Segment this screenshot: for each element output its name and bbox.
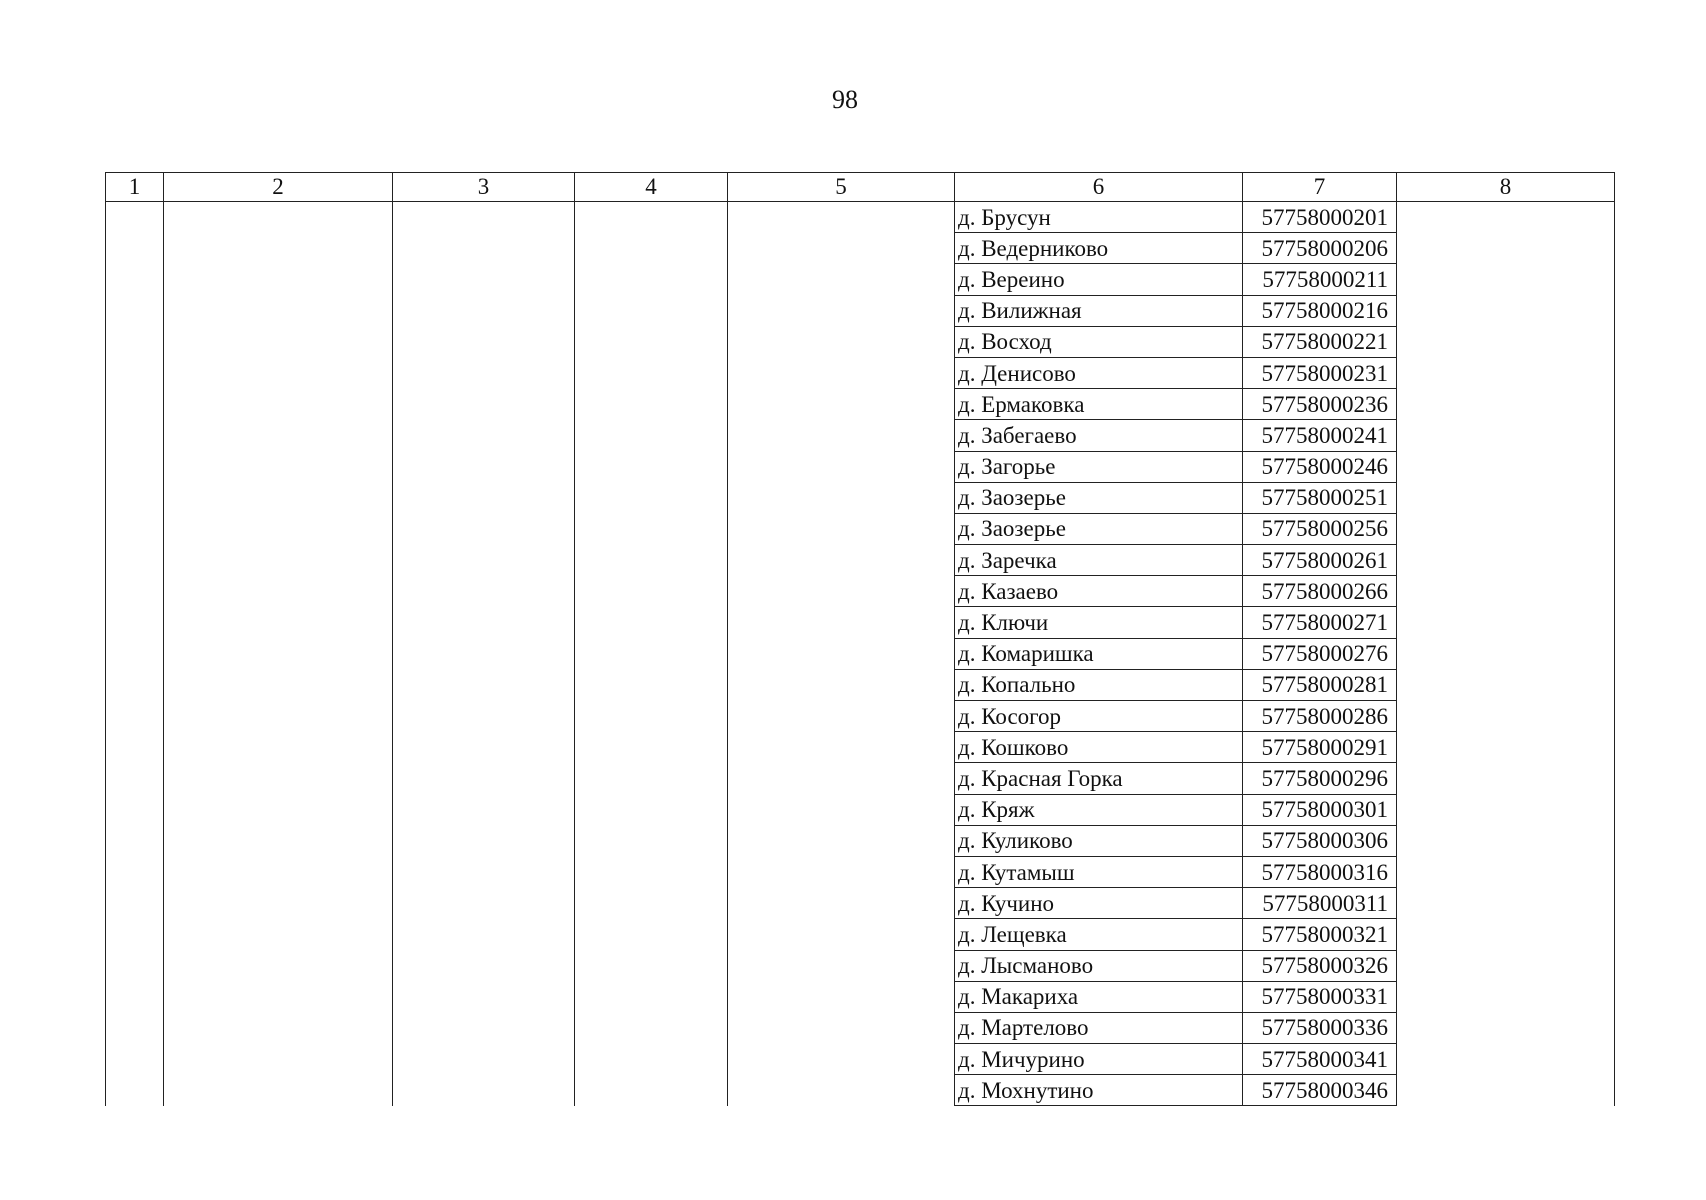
settlement-code: 57758000291 [1243, 732, 1397, 763]
settlement-code: 57758000286 [1243, 701, 1397, 732]
column-header-5: 5 [728, 173, 955, 202]
settlement-name: д. Лещевка [955, 919, 1243, 950]
settlement-code: 57758000321 [1243, 919, 1397, 950]
settlement-name: д. Денисово [955, 357, 1243, 388]
column-3-cell [393, 202, 575, 1106]
settlement-code: 57758000261 [1243, 545, 1397, 576]
settlement-code: 57758000271 [1243, 607, 1397, 638]
settlement-name: д. Красная Горка [955, 763, 1243, 794]
settlement-name: д. Кряж [955, 794, 1243, 825]
settlement-code: 57758000311 [1243, 888, 1397, 919]
header-row [106, 173, 1615, 202]
settlement-code: 57758000301 [1243, 794, 1397, 825]
settlement-code: 57758000296 [1243, 763, 1397, 794]
column-header-7: 7 [1243, 173, 1397, 202]
settlement-code: 57758000221 [1243, 326, 1397, 357]
settlement-name: д. Кучино [955, 888, 1243, 919]
page-number: 98 [832, 85, 858, 114]
column-header-8: 8 [1397, 173, 1615, 202]
settlement-code: 57758000211 [1243, 264, 1397, 295]
settlement-name: д. Заозерье [955, 482, 1243, 513]
column-4-cell [575, 202, 728, 1106]
settlement-name: д. Ермаковка [955, 389, 1243, 420]
settlement-code: 57758000241 [1243, 420, 1397, 451]
settlements-table [105, 172, 1615, 1106]
settlement-code: 57758000316 [1243, 856, 1397, 887]
settlement-code: 57758000246 [1243, 451, 1397, 482]
settlement-code: 57758000266 [1243, 576, 1397, 607]
settlement-code: 57758000281 [1243, 669, 1397, 700]
settlement-code: 57758000256 [1243, 513, 1397, 544]
settlement-name: д. Брусун [955, 202, 1243, 233]
settlement-name: д. Комаришка [955, 638, 1243, 669]
settlement-name: д. Мохнутино [955, 1075, 1243, 1106]
column-8-cell [1397, 202, 1615, 1106]
column-5-cell [728, 202, 955, 1106]
settlement-name: д. Кошково [955, 732, 1243, 763]
settlement-name: д. Ключи [955, 607, 1243, 638]
settlement-name: д. Загорье [955, 451, 1243, 482]
settlement-name: д. Лысманово [955, 950, 1243, 981]
settlement-code: 57758000276 [1243, 638, 1397, 669]
settlement-code: 57758000306 [1243, 825, 1397, 856]
settlement-name: д. Вилижная [955, 295, 1243, 326]
settlement-code: 57758000331 [1243, 981, 1397, 1012]
settlement-name: д. Забегаево [955, 420, 1243, 451]
settlement-code: 57758000201 [1243, 202, 1397, 233]
column-2-cell [164, 202, 393, 1106]
settlement-name: д. Ведерниково [955, 233, 1243, 264]
column-header-2: 2 [164, 173, 393, 202]
column-header-1: 1 [106, 173, 164, 202]
settlement-code: 57758000336 [1243, 1012, 1397, 1043]
settlement-name: д. Заречка [955, 545, 1243, 576]
table-row [106, 202, 1615, 233]
settlement-code: 57758000326 [1243, 950, 1397, 981]
settlement-code: 57758000216 [1243, 295, 1397, 326]
settlement-name: д. Копально [955, 669, 1243, 700]
settlement-name: д. Восход [955, 326, 1243, 357]
table-body [106, 202, 1615, 1106]
settlement-code: 57758000251 [1243, 482, 1397, 513]
settlement-name: д. Казаево [955, 576, 1243, 607]
settlement-code: 57758000346 [1243, 1075, 1397, 1106]
settlement-name: д. Кутамыш [955, 856, 1243, 887]
column-1-cell [106, 202, 164, 1106]
column-header-3: 3 [393, 173, 575, 202]
settlement-code: 57758000341 [1243, 1044, 1397, 1075]
settlement-name: д. Макариха [955, 981, 1243, 1012]
settlement-code: 57758000231 [1243, 357, 1397, 388]
settlement-name: д. Мичурино [955, 1044, 1243, 1075]
settlement-name: д. Мартелово [955, 1012, 1243, 1043]
column-header-6: 6 [955, 173, 1243, 202]
settlement-name: д. Вереино [955, 264, 1243, 295]
settlement-name: д. Заозерье [955, 513, 1243, 544]
settlement-code: 57758000206 [1243, 233, 1397, 264]
settlement-name: д. Косогор [955, 701, 1243, 732]
column-header-4: 4 [575, 173, 728, 202]
settlement-name: д. Куликово [955, 825, 1243, 856]
settlement-code: 57758000236 [1243, 389, 1397, 420]
